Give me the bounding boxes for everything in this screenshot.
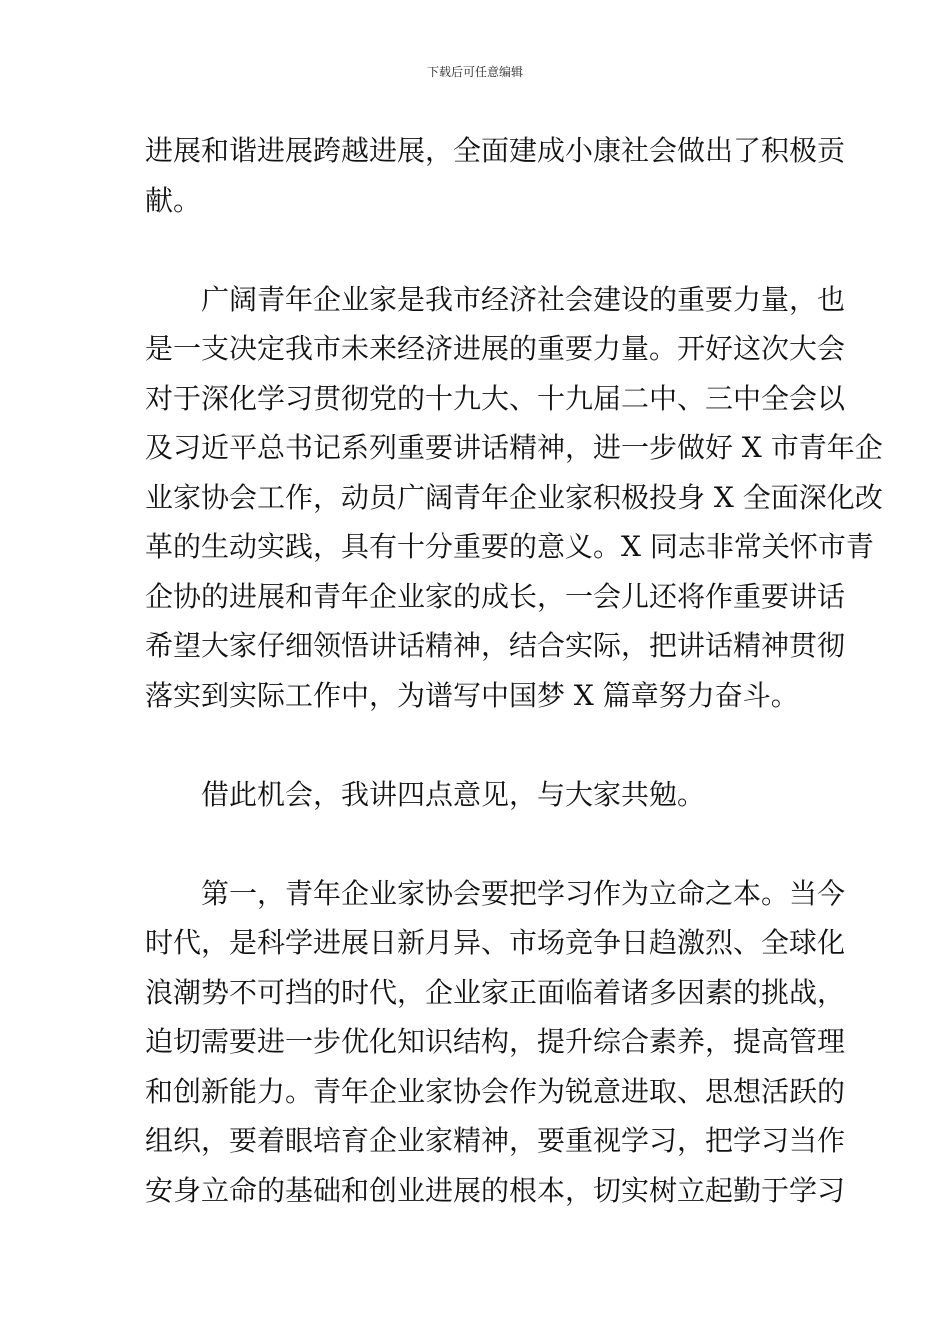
text-line: 和创新能力。青年企业家协会作为锐意进取、思想活跃的	[145, 1074, 846, 1108]
text-line: 希望大家仔细领悟讲话精神，结合实际，把讲话精神贯彻	[145, 629, 846, 662]
text-line: 献。	[145, 183, 202, 217]
text-line: 落实到实际工作中，为谱写中国梦 X 篇章努力奋斗。	[145, 678, 799, 712]
text-line: 第一，青年企业家协会要把学习作为立命之本。当今	[145, 876, 846, 910]
text-line: 迫切需要进一步优化知识结构，提升综合素养，提高管理	[145, 1025, 846, 1058]
text-line: 借此机会，我讲四点意见，与大家共勉。	[145, 777, 706, 811]
paragraph-gap	[145, 819, 810, 869]
paragraph-4	[145, 869, 846, 1216]
text-line: 企协的进展和青年企业家的成长，一会儿还将作重要讲话	[145, 579, 846, 613]
text-line: 浪潮势不可挡的时代，企业家正面临着诸多因素的挑战，	[145, 975, 846, 1009]
paragraph-2	[145, 275, 883, 721]
paragraph-3	[145, 770, 810, 820]
page-header: 下载后可任意编辑	[426, 65, 523, 79]
text-line: 业家协会工作，动员广阔青年企业家积极投身 X 全面深化改	[145, 480, 883, 514]
text-line: 组织，要着眼培育企业家精神，要重视学习，把学习当作	[145, 1124, 846, 1157]
text-line: 进展和谐进展跨越进展，全面建成小康社会做出了积极贡	[145, 134, 846, 167]
paragraph-gap	[145, 720, 810, 770]
text-line: 是一支决定我市未来经济进展的重要力量。开好这次大会	[145, 332, 846, 365]
text-line: 安身立命的基础和创业进展的根本，切实树立起勤于学习	[145, 1173, 846, 1207]
text-line: 时代，是科学进展日新月异、市场竞争日趋激烈、全球化	[145, 926, 846, 959]
text-line: 革的生动实践，具有十分重要的意义。X 同志非常关怀市青	[145, 530, 874, 563]
text-line: 及习近平总书记系列重要讲话精神，进一步做好 X 市青年企	[145, 431, 883, 464]
text-line: 广阔青年企业家是我市经济社会建设的重要力量，也	[145, 282, 846, 316]
paragraph-gap	[145, 225, 810, 275]
paragraph-1	[145, 126, 846, 225]
document-body	[145, 126, 883, 1215]
text-line: 对于深化学习贯彻党的十九大、十九届二中、三中全会以	[145, 381, 846, 415]
